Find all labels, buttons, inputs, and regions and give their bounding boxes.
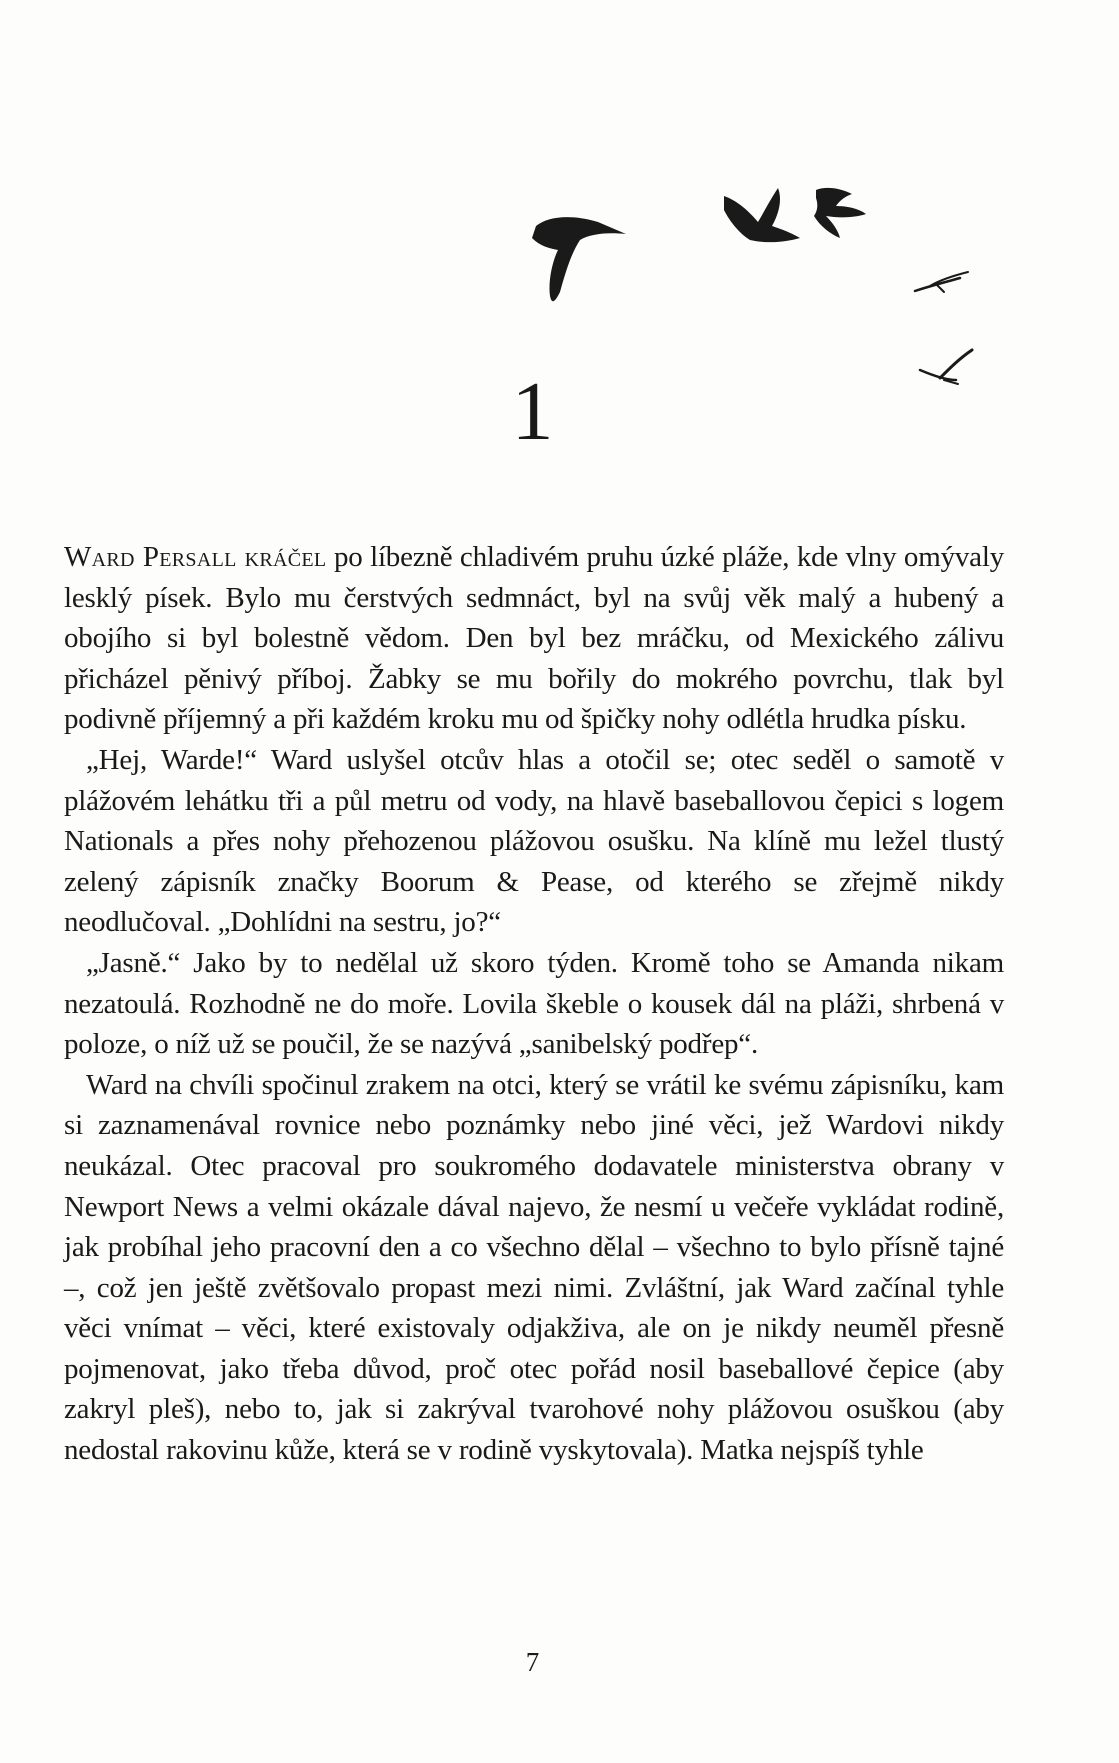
chapter-body	[64, 537, 1004, 1471]
chapter-opening-words: Ward Persall kráčel	[64, 541, 327, 573]
bird-icon	[915, 272, 968, 292]
paragraph	[64, 537, 1004, 740]
paragraph: „Hej, Warde!“ Ward uslyšel otcův hlas a otočil se; otec seděl o samotě v plážovém lehátku tři a půl metru od vody, na hlavě baseballovou čepici s logem Nationals a přes nohy přehozenou plážovou osušku. Na klíně mu ležel tlustý zelený zápisník značky Boorum & Pease, od kterého se zřejmě nikdy neodlučoval. „Dohlídni na sestru, jo?“	[64, 743, 1004, 939]
paragraph: Ward na chvíli spočinul zrakem na otci, který se vrátil ke svému zápisníku, kam si zaznamenával rovnice nebo poznámky nebo jiné věci, jež Wardovi nikdy neukázal. Otec pracoval pro soukromého dodavatele ministerstva obrany v Newport News a velmi okázale dával najevo, že nesmí u večeře vykládat rodině, jak probíhal jeho pracovní den a co všechno dělal – všechno to bylo přísně tajné –, což jen ještě zvětšovalo propast mezi nimi. Zvláštní, jak Ward začínal tyhle věci vnímat – věci, které existovaly odjakživa, ale on je nikdy neuměl přesně pojmenovat, jako třeba důvod, proč otec pořád nosil baseballové čepice (aby zakryl pleš), nebo to, jak si zakrýval tvarohové nohy plážovou osuškou (aby nedostal rakovinu kůže, která se v rodině vyskytovala). Matka nejspíš tyhle	[64, 1068, 1004, 1467]
paragraph-text: po líbezně chladivém pruhu úzké pláže, kde vlny omývaly lesklý písek. Bylo mu čerstvých sedmnáct, byl na svůj věk malý a hubený a obojího si byl bolestně vědom. Den byl bez mráčku, od Mexického zálivu přicházel pěnivý příboj. Žabky se mu bořily do mokrého povrchu, tlak byl podivně příjemný a při každém kroku mu od špičky nohy odlétla hrudka písku.	[64, 541, 1004, 736]
bird-icon	[532, 217, 626, 301]
bird-icon	[724, 188, 800, 242]
page-number: 7	[525, 1647, 540, 1677]
flying-birds-icon	[0, 0, 1119, 420]
chapter-number: 1	[511, 365, 554, 458]
paragraph: „Jasně.“ Jako by to nedělal už skoro týden. Kromě toho se Amanda nikam nezatoulá. Rozhodně ne do moře. Lovila škeble o kousek dál na pláži, shrbená v poloze, o níž už se poučil, že se nazývá „sanibelský podřep“.	[64, 946, 1004, 1061]
bird-icon	[814, 188, 866, 238]
